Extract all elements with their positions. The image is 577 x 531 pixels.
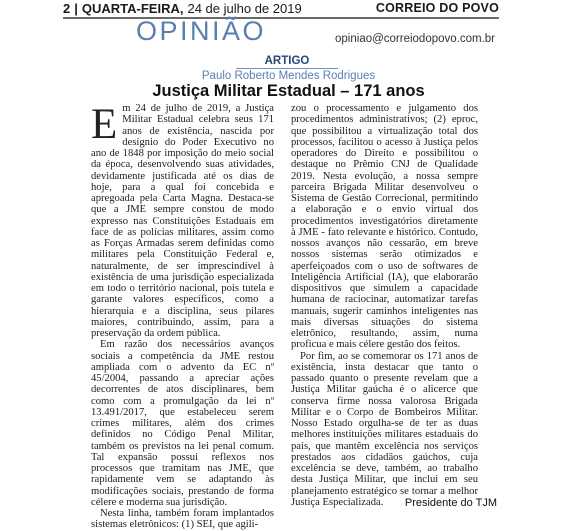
article-author: Paulo Roberto Mendes Rodrigues (201, 70, 376, 82)
drop-cap: E (91, 101, 118, 148)
article-column-2 (291, 103, 478, 508)
paragraph: Por fim, ao se comemorar os 171 anos de existência, insta destacar que tanto o passado quanto o presente revelam que a Justiça Militar gaúcha é o alicerce que conserva firme nossa valorosa Brigada Militar e o Corpo de Bombeiros Militar. Nosso Estado orgulha-se de ter as duas melhores instituições militares estaduais do país, que mantêm excelência nos serviços prestados aos cidadãos gaúchos, cuja excelência se deve, também, ao trabalho desta Justiça Militar, que inclui em seu planejamento estratégico se tornar a melhor Justiça Especializada. (291, 350, 478, 508)
header-rule (63, 17, 499, 19)
article-tag: ARTIGO (236, 55, 338, 69)
article-title: Justiça Militar Estadual – 171 anos (152, 82, 425, 100)
newspaper-name: CORREIO DO POVO (375, 1, 499, 15)
page-number: 2 (63, 0, 71, 16)
section-title: OPINIÃO (136, 16, 267, 46)
paragraph: Nesta linha, também foram implantados sistemas eletrônicos: (1) SEI, que agili- (91, 508, 274, 531)
edition-date: 24 de julho de 2019 (187, 0, 302, 16)
author-signature: Presidente do TJM (404, 497, 497, 509)
paragraph: Em razão dos necessários avanços sociais a competência da JME restou ampliada com o advento da EC nº 45/2004, passando a apreciar ações decorrentes de atos disciplinares, bem como com a promulgação da lei nº 13.491/2017, que estabeleceu serem crimes militares, além dos crimes definidos no Código Penal Militar, também os previstos na lei penal comum. Tal expansão possui reflexos nos processos que tramitam nas JME, que rapidamente vem se adaptando às modificações sociais, prestando de forma célere e moderna sua jurisdição. (91, 339, 274, 508)
weekday: QUARTA-FEIRA, (81, 0, 184, 16)
paragraph: m 24 de julho de 2019, a Justiça Militar Estadual celebra seus 171 anos de existência, nascida por desígnio do Poder Executivo no ano de 1848 por imposição do meio social da época, desenvolvendo suas atividades, devidamente justificada até os dias de hoje, para a qual foi concebida e apregoada pela Carta Magna. Destaca-se que a JME sempre constou de modo expresso nas Constituições Estaduais em face de as polícias militares, assim como as Forças Armadas serem definidas como militares pela Constituição Federal e, naturalmente, de ser imprescindível à existência de uma jurisdição especializada em todo o território nacional, pois tutela e garante valores específicos, como a hierarquia e a disciplina, seus pilares maiores, contribuindo, assim, para a preservação da ordem pública. (91, 103, 274, 339)
section-email[interactable]: opiniao@correiodopovo.com.br (335, 33, 495, 45)
article-column-1 (91, 103, 274, 531)
header-separator: | (74, 0, 78, 16)
paragraph: zou o processamento e julgamento dos procedimentos administrativos; (2) eproc, que possibilitou a virtualização total dos processos, facilitou o acesso à Justiça pelos operadores do Direito e possibilitou o destaque no Prêmio CNJ de Qualidade 2019. Nesta evolução, a nossa sempre parceira Brigada Militar desenvolveu o Sistema de Gestão Correcional, permitindo a elaboração e o envio virtual dos procedimentos investigatórios diretamente à JME - fato relevante e histórico. Contudo, nossos avanços não cessarão, em breve nossos sistemas serão otimizados e aperfeiçoados com o uso de softwares de Inteligência Artificial (IA), que elaborarão dispositivos que simulem a capacidade humana de raciocinar, automatizar tarefas manuais, sugerir caminhos inteligentes nas mais diversas situações do sistema eletrônico, resultando, assim, numa proficua e mais célere gestão dos feitos. (291, 103, 478, 351)
page-header (63, 0, 499, 16)
